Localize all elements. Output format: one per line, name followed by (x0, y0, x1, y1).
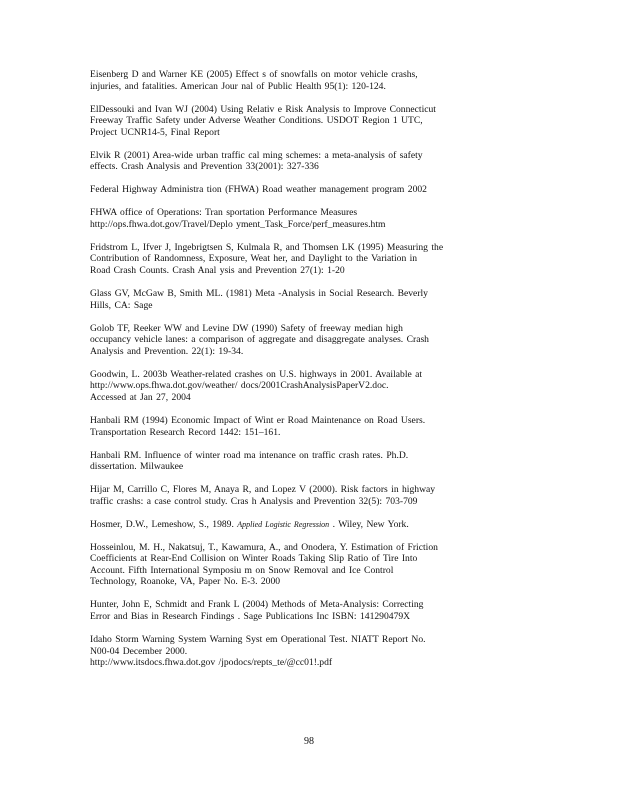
reference-line: Hills, CA: Sage (90, 299, 153, 311)
reference-entry (90, 415, 522, 438)
reference-line: Hosseinlou, M. H., Nakatsuj, T., Kawamura, A., and Onodera, Y. Estimation of Friction (90, 541, 438, 553)
reference-line: Contribution of Randomness, Exposure, Weat her, and Daylight to the Variation in (90, 253, 418, 265)
reference-line: Glass GV, McGaw B, Smith ML. (1981) Meta -Analysis in Social Research. Beverly (90, 288, 428, 300)
reference-authors: Hosmer, D.W., Lemeshow, S., 1989. (90, 518, 238, 530)
reference-line: Hanbali RM (1994) Economic Impact of Wint er Road Maintenance on Road Users. (90, 414, 426, 426)
reference-line: Coefficients at Rear-End Collision on Winter Roads Taking Slip Ratio of Tire Into (90, 553, 418, 565)
reference-line: Road Crash Counts. Crash Anal ysis and Prevention 27(1): 1-20 (90, 265, 345, 277)
reference-line: injuries, and fatalities. American Jour nal of Public Health 95(1): 120-124. (90, 80, 386, 92)
reference-line: Elvik R (2001) Area-wide urban traffic cal ming schemes: a meta-analysis of safety (90, 149, 423, 161)
reference-line: Project UCNR14-5, Final Report (90, 126, 220, 138)
reference-line: N00-04 December 2000. (90, 645, 188, 657)
reference-line (90, 518, 522, 531)
reference-url: http://www.itsdocs.fhwa.dot.gov /jpodocs/repts_te/@cc01!.pdf (90, 657, 333, 669)
reference-entry (90, 542, 522, 588)
reference-line: Golob TF, Reeker WW and Levine DW (1990) Safety of freeway median high (90, 322, 403, 334)
reference-line: Idaho Storm Warning System Warning Syst em Operational Test. NIATT Report No. (90, 634, 426, 646)
reference-entry (90, 184, 522, 196)
reference-entry (90, 323, 522, 358)
reference-line: Eisenberg D and Warner KE (2005) Effect s of snowfalls on motor vehicle crashs, (90, 69, 418, 80)
reference-entry (90, 634, 522, 669)
reference-line: Federal Highway Administra tion (FHWA) Road weather management program 2002 (90, 184, 427, 196)
reference-line: ElDessouki and Ivan WJ (2004) Using Relativ e Risk Analysis to Improve Connecticut (90, 103, 436, 115)
reference-publisher: . Wiley, New York. (329, 518, 409, 530)
reference-entry (90, 484, 522, 507)
reference-line: FHWA office of Operations: Tran sportation Performance Measures (90, 207, 358, 219)
reference-entry (90, 599, 522, 622)
reference-line: occupancy vehicle lanes: a comparison of aggregate and disaggregate analyses. Crash (90, 334, 429, 346)
reference-line: Account. Fifth International Symposiu m on Snow Removal and Ice Control (90, 564, 394, 576)
reference-line: Fridstrom L, Ifver J, Ingebrigtsen S, Kulmala R, and Thomsen LK (1995) Measuring the (90, 241, 444, 253)
reference-entry (90, 207, 522, 230)
reference-entry (90, 242, 522, 277)
reference-line: Hunter, John E, Schmidt and Frank L (2004) Methods of Meta-Analysis: Correcting (90, 599, 424, 611)
reference-url: http://ops.fhwa.dot.gov/Travel/Deplo yment_Task_Force/perf_measures.htm (90, 218, 386, 230)
book-title: Applied Logistic Regression (237, 519, 330, 529)
reference-line: Transportation Research Record 1442: 151–161. (90, 426, 281, 438)
reference-line: effects. Crash Analysis and Prevention 33(2001): 327-336 (90, 161, 319, 173)
reference-line: Technology, Roanoke, VA, Paper No. E-3. 2000 (90, 576, 281, 588)
reference-entry (90, 450, 522, 473)
reference-url: http://www.ops.fhwa.dot.gov/weather/ docs/2001CrashAnalysisPaperV2.doc. (90, 380, 389, 392)
reference-list (90, 69, 522, 680)
reference-line: Accessed at Jan 27, 2004 (90, 392, 191, 403)
reference-entry (90, 104, 522, 139)
reference-entry (90, 69, 522, 92)
reference-entry (90, 288, 522, 311)
reference-line: traffic crashs: a case control study. Cras h Analysis and Prevention 32(5): 703-709 (90, 495, 418, 507)
reference-line: Error and Bias in Research Findings . Sage Publications Inc ISBN: 141290479X (90, 611, 411, 623)
reference-line: dissertation. Milwaukee (90, 461, 184, 473)
reference-entry (90, 369, 522, 404)
reference-line: Hijar M, Carrillo C, Flores M, Anaya R, and Lopez V (2000). Risk factors in highway (90, 484, 436, 496)
reference-entry (90, 519, 522, 531)
reference-line: Hanbali RM. Influence of winter road ma intenance on traffic crash rates. Ph.D. (90, 449, 409, 461)
reference-line: Analysis and Prevention. 22(1): 19-34. (90, 345, 244, 357)
page-number: 98 (304, 736, 314, 747)
reference-line: Freeway Traffic Safety under Adverse Weather Conditions. USDOT Region 1 UTC, (90, 115, 423, 127)
reference-line: Goodwin, L. 2003b Weather-related crashes on U.S. highways in 2001. Available at (90, 368, 423, 380)
reference-entry (90, 150, 522, 173)
